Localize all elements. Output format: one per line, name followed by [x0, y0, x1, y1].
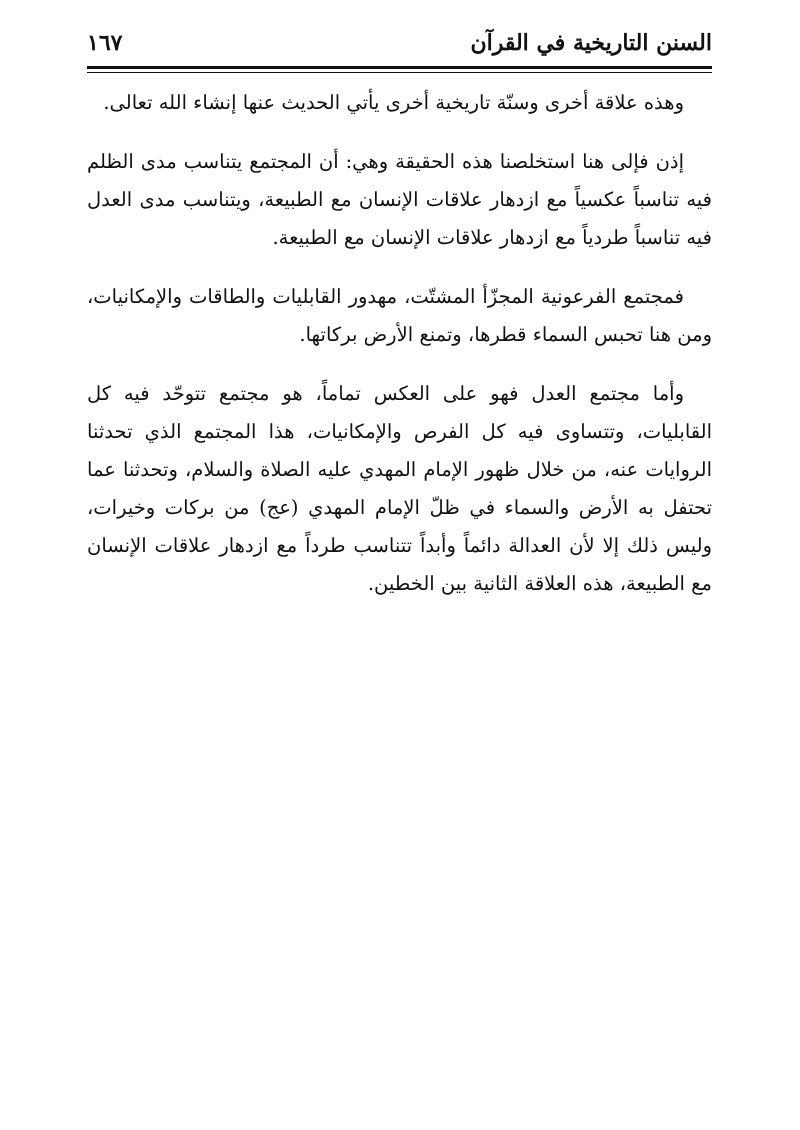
- paragraph-4: وأما مجتمع العدل فهو على العكس تماماً، هو مجتمع تتوحّد فيه كل القابليات، وتتساوى فيه كل الفرص والإمكانيات، هذا المجتمع الذي تحدثنا الروايات عنه، من خلال ظهور الإمام المهدي عليه الصلاة والسلام، وتحدثنا عما تحتفل به الأرض والسماء في ظلّ الإمام المهدي (عج) من بركات وخيرات، وليس ذلك إلا لأن العدالة دائماً وأبداً تتناسب طرداً مع ازدهار علاقات الإنسان مع الطبيعة، هذه العلاقة الثانية بين الخطين.: [87, 382, 712, 595]
- page-header: [87, 28, 712, 64]
- paragraph-2: إذن فإلى هنا استخلصنا هذه الحقيقة وهي: أن المجتمع يتناسب مدى الظلم فيه تناسباً عكسياً مع ازدهار علاقات الإنسان مع الطبيعة، ويتناسب مدى العدل فيه تناسباً طردياً مع ازدهار علاقات الإنسان مع الطبيعة.: [87, 150, 712, 249]
- paragraph-3: فمجتمع الفرعونية المجزّأ المشتّت، مهدور القابليات والطاقات والإمكانيات، ومن هنا تحبس السماء قطرها، وتمنع الأرض بركاتها.: [87, 285, 712, 346]
- body-text: [87, 84, 712, 624]
- header-rule-thin: [87, 72, 712, 73]
- header-rule-thick: [87, 66, 712, 69]
- running-title: السنن التاريخية في القرآن: [470, 30, 712, 56]
- paragraph-1: وهذه علاقة أخرى وسنّة تاريخية أخرى يأتي الحديث عنها إنشاء الله تعالى.: [103, 91, 684, 114]
- page-number: ١٦٧: [87, 30, 123, 56]
